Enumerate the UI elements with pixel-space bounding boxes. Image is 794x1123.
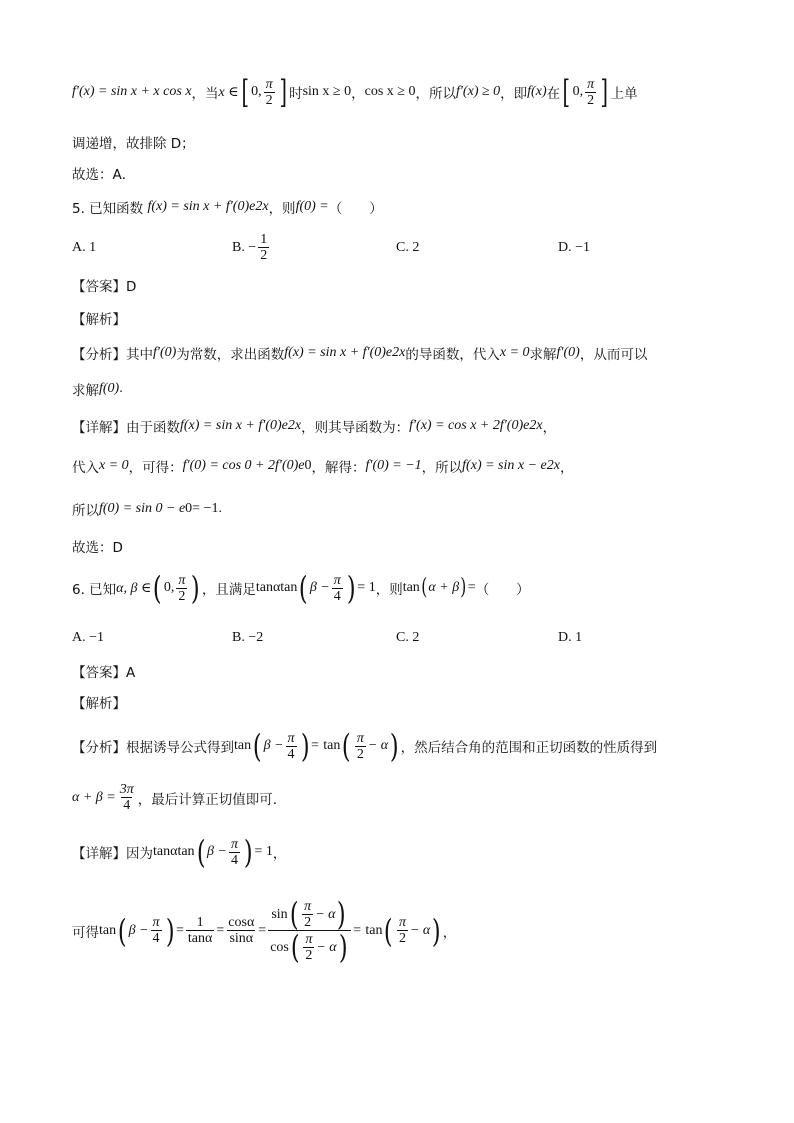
text: 所以 bbox=[72, 503, 99, 519]
math: = bbox=[353, 922, 362, 938]
text-line-1 bbox=[72, 73, 638, 111]
math: f(0) bbox=[99, 381, 120, 396]
math: α + β bbox=[428, 580, 460, 595]
paren-right: ) bbox=[165, 911, 175, 950]
paren-left: ( bbox=[384, 911, 394, 950]
sup: 2x bbox=[255, 199, 269, 214]
math-derivative: f′(x) = sin x + x cos x bbox=[72, 84, 192, 99]
text: ，则其导函数为： bbox=[301, 420, 410, 436]
math: f′(0) = −1 bbox=[365, 458, 422, 473]
text: ，所以 bbox=[421, 460, 463, 476]
num: π bbox=[587, 76, 595, 92]
text: ， bbox=[351, 86, 365, 102]
paren-left: ( bbox=[117, 911, 127, 950]
paren-right: ) bbox=[191, 569, 200, 607]
num: π bbox=[265, 76, 273, 92]
math: tan bbox=[402, 580, 420, 595]
math: f′(x) = cos x + 2f′(0)e bbox=[409, 418, 530, 433]
math: tan bbox=[234, 738, 252, 753]
text: 求解 bbox=[72, 383, 99, 399]
den: sinα bbox=[229, 931, 254, 946]
num: 3π bbox=[119, 782, 134, 797]
math: − α bbox=[316, 939, 337, 955]
text: 的导函数，代入 bbox=[405, 347, 500, 363]
den: 4 bbox=[287, 746, 295, 762]
analysis-heading-6: 【解析】 bbox=[72, 696, 126, 712]
math: α + β = bbox=[72, 789, 116, 805]
fraction-3pi-4 bbox=[118, 782, 136, 813]
question-5 bbox=[72, 197, 383, 217]
math: f(x) = sin x + f′(0)e bbox=[180, 418, 288, 433]
text: 在 bbox=[546, 86, 561, 102]
paren-left: ( bbox=[342, 727, 351, 765]
option-5-d: D. −1 bbox=[558, 240, 591, 255]
sup: 2x bbox=[546, 458, 560, 473]
den: 4 bbox=[123, 798, 131, 813]
num: 1 bbox=[260, 232, 268, 247]
num: π bbox=[398, 915, 406, 930]
text: ， bbox=[272, 846, 287, 862]
paren-right: ) bbox=[338, 928, 348, 966]
text: 【分析】其中 bbox=[72, 347, 153, 363]
num: π bbox=[287, 730, 295, 746]
den: 2 bbox=[398, 931, 406, 946]
math: x = 0 bbox=[99, 458, 129, 473]
math: f(x) = sin x + f′(0)e bbox=[284, 345, 393, 360]
math: = bbox=[311, 738, 319, 753]
math-fp: f′(x) ≥ 0 bbox=[455, 84, 501, 99]
text: （ ） bbox=[475, 582, 530, 598]
paren-right: ) bbox=[432, 911, 441, 950]
den: 2 bbox=[178, 588, 186, 604]
math: sin bbox=[271, 906, 288, 922]
num: π bbox=[152, 915, 160, 930]
text: （ ） bbox=[328, 201, 383, 217]
den: 4 bbox=[230, 852, 238, 868]
fraction-cos-sin bbox=[226, 915, 256, 946]
math: tan bbox=[99, 922, 117, 938]
den: 2 bbox=[356, 746, 364, 762]
text: 6. 已知 bbox=[72, 582, 117, 598]
text: 为常数，求出函数 bbox=[176, 347, 285, 363]
fraction-pi-4 bbox=[332, 573, 343, 604]
text-line-2: 调递增，故排除 D； bbox=[72, 136, 195, 152]
text: 【分析】根据诱导公式得到 bbox=[72, 740, 234, 756]
fraction-pi-2 bbox=[176, 573, 187, 604]
math-zero: 0, bbox=[163, 580, 175, 595]
detail-5-line-3 bbox=[72, 499, 222, 519]
detail-6-line-2 bbox=[72, 895, 457, 966]
option-5-b bbox=[232, 232, 271, 263]
math: tan bbox=[365, 922, 383, 938]
den: 2 bbox=[587, 92, 595, 108]
option-6-d: D. 1 bbox=[558, 630, 583, 645]
paren-left: ( bbox=[289, 895, 299, 933]
text: ，最后计算正切值即可. bbox=[137, 791, 278, 808]
sup: 2x bbox=[392, 345, 406, 360]
num: cosα bbox=[228, 915, 255, 930]
paren-right: ) bbox=[389, 727, 399, 765]
text: 5. 已知函数 bbox=[72, 201, 144, 217]
sup: 2x bbox=[287, 418, 302, 433]
text: 可得 bbox=[72, 924, 99, 941]
question-6 bbox=[72, 569, 530, 607]
numerator bbox=[269, 895, 350, 933]
math: − α bbox=[409, 922, 431, 938]
text: ， bbox=[559, 460, 574, 476]
num: 1 bbox=[196, 915, 204, 930]
fraction-1-tan bbox=[186, 915, 214, 946]
paren-left: ( bbox=[196, 833, 206, 871]
num: π bbox=[178, 572, 186, 588]
option-5-a: A. 1 bbox=[72, 240, 97, 255]
text: ，则 bbox=[375, 582, 403, 598]
math: = bbox=[176, 922, 184, 938]
text: 求解 bbox=[529, 347, 557, 363]
den: 2 bbox=[265, 92, 273, 108]
fraction-pi-2 bbox=[397, 915, 408, 946]
fraction-pi-2 bbox=[264, 77, 275, 108]
den: 2 bbox=[304, 914, 312, 930]
fraction-pi-4 bbox=[286, 731, 297, 762]
num: π bbox=[305, 931, 313, 947]
math-fx: f(x) bbox=[527, 84, 547, 99]
math: f(x) = sin x + f′(0)e bbox=[147, 199, 256, 214]
text: . bbox=[119, 381, 123, 396]
text: ，则 bbox=[268, 201, 296, 217]
option-5-c: C. 2 bbox=[396, 240, 420, 255]
math: f′(0) bbox=[556, 345, 580, 360]
fraction-pi-2 bbox=[355, 731, 366, 762]
choice-5: 故选：D bbox=[72, 540, 123, 556]
text: ， bbox=[442, 924, 457, 941]
option-6-a: A. −1 bbox=[72, 630, 105, 645]
math: = 1 bbox=[254, 844, 273, 859]
den: 4 bbox=[333, 588, 341, 604]
fraction-pi-4 bbox=[229, 837, 240, 868]
math: f′(0) = cos 0 + 2f′(0)e bbox=[182, 458, 305, 473]
bracket-left: [ bbox=[241, 73, 249, 111]
math-sin: sin x ≥ 0 bbox=[302, 84, 352, 99]
option-6-c: C. 2 bbox=[396, 630, 420, 645]
paren-right: ) bbox=[243, 833, 253, 871]
analysis-heading-5: 【解析】 bbox=[72, 312, 126, 328]
paren-left: ( bbox=[252, 727, 262, 765]
paren-left: ( bbox=[153, 569, 162, 607]
math: β − bbox=[263, 738, 284, 753]
den: tanα bbox=[187, 931, 213, 946]
paren-right: ) bbox=[337, 895, 347, 933]
text: 时 bbox=[289, 86, 303, 102]
math: β − bbox=[128, 922, 149, 938]
text: ， bbox=[542, 420, 557, 436]
paren-left: ( bbox=[421, 575, 428, 600]
text: 【详解】因为 bbox=[72, 846, 153, 862]
paren-left: ( bbox=[299, 569, 309, 607]
bracket-right: ] bbox=[279, 73, 287, 111]
num: π bbox=[304, 898, 312, 914]
denominator bbox=[268, 928, 351, 966]
math: = 1 bbox=[357, 580, 376, 595]
text: ，然后结合角的范围和正切函数的性质得到 bbox=[400, 740, 658, 756]
num: π bbox=[333, 572, 341, 588]
math: f′(0) bbox=[153, 345, 177, 360]
sup: 0 bbox=[304, 458, 312, 473]
sup: 0 bbox=[185, 501, 193, 516]
math: − α bbox=[367, 738, 389, 753]
math: f(0) = bbox=[295, 199, 329, 214]
text: ，即 bbox=[500, 86, 528, 102]
analysis-6-line-2 bbox=[72, 782, 277, 813]
math: tan bbox=[323, 738, 341, 753]
text: 【详解】由于函数 bbox=[72, 420, 180, 436]
paren-right: ) bbox=[460, 575, 467, 600]
math: = −1. bbox=[192, 501, 222, 516]
math-cos: cos x ≥ 0 bbox=[364, 84, 416, 99]
answer-5: 【答案】D bbox=[72, 279, 137, 295]
fraction-pi-2 bbox=[302, 899, 313, 930]
math: f(x) = sin x − e bbox=[462, 458, 547, 473]
bracket-right: ] bbox=[600, 73, 609, 111]
sup: 2x bbox=[529, 418, 543, 433]
fraction-1-2 bbox=[258, 232, 269, 263]
text: ，从而可以 bbox=[579, 347, 648, 363]
paren-right: ) bbox=[346, 569, 356, 607]
den: 4 bbox=[152, 931, 160, 946]
math-zero: 0, bbox=[572, 84, 584, 99]
num: π bbox=[230, 836, 238, 852]
paren-left: ( bbox=[290, 928, 300, 966]
paren-right: ) bbox=[300, 727, 310, 765]
math: x = 0 bbox=[499, 345, 530, 360]
detail-6-line-1 bbox=[72, 833, 287, 871]
detail-5-line-1 bbox=[72, 416, 556, 436]
text: 代入 bbox=[72, 460, 99, 476]
fraction-pi-2 bbox=[585, 77, 596, 108]
text-line-3: 故选：A． bbox=[72, 167, 136, 183]
math: β − bbox=[309, 580, 330, 595]
fraction-pi-4 bbox=[151, 915, 162, 946]
den: 2 bbox=[305, 947, 313, 963]
math: tanαtan bbox=[255, 580, 298, 595]
option-6-b: B. −2 bbox=[232, 630, 264, 645]
text: ，解得： bbox=[311, 460, 366, 476]
math-zero: 0, bbox=[251, 84, 262, 99]
math: tanαtan bbox=[153, 844, 195, 859]
fraction-sin-cos bbox=[268, 895, 351, 966]
text: ，且满足 bbox=[201, 582, 256, 598]
fraction-pi-2 bbox=[303, 932, 314, 963]
math: − α bbox=[315, 906, 336, 922]
math: β − bbox=[207, 844, 227, 859]
text: ，所以 bbox=[415, 86, 456, 102]
text: ，可得： bbox=[128, 460, 183, 476]
analysis-5-line-1 bbox=[72, 343, 647, 363]
den: 2 bbox=[260, 248, 268, 263]
math: cos bbox=[270, 939, 289, 955]
text: 上单 bbox=[610, 86, 638, 102]
math-cond: x ∈ bbox=[218, 84, 239, 100]
text: B. − bbox=[232, 239, 257, 255]
detail-5-line-2 bbox=[72, 456, 573, 476]
text: ，当 bbox=[191, 86, 219, 102]
num: π bbox=[356, 730, 364, 746]
analysis-6-line-1 bbox=[72, 727, 658, 765]
math: f(0) = sin 0 − e bbox=[99, 501, 186, 516]
math: = bbox=[467, 580, 476, 595]
bracket-left: [ bbox=[562, 73, 571, 111]
math: = bbox=[258, 922, 267, 938]
analysis-5-line-2 bbox=[72, 379, 123, 399]
math: = bbox=[216, 922, 225, 938]
answer-6: 【答案】A bbox=[72, 665, 136, 681]
math: α, β ∈ bbox=[116, 580, 152, 596]
